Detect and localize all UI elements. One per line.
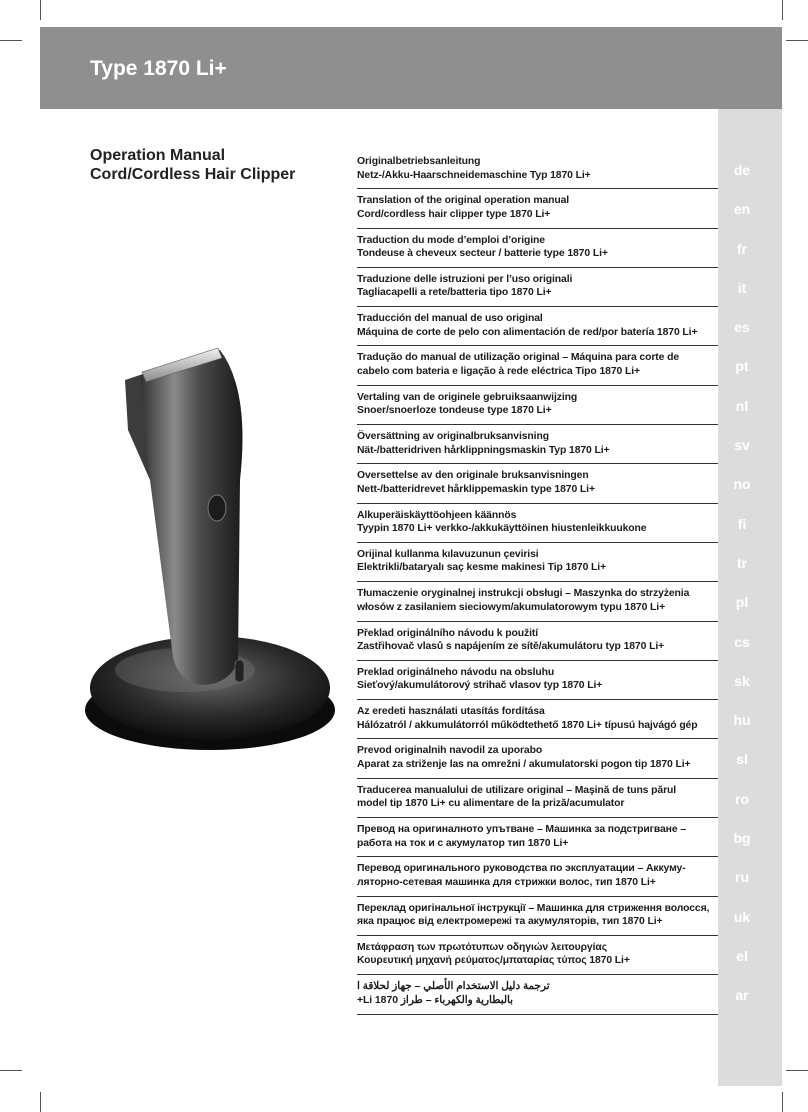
entry-title: Tradução do manual de utilização original – Máquina para corte de xyxy=(357,352,680,364)
entry-subtitle: Aparat za striženje las na omrežni / akumulatorski pogon tip 1870 Li+ xyxy=(357,758,691,770)
lang-code-no: no xyxy=(733,476,751,493)
entry-subtitle: Tondeuse à cheveux secteur / batterie type 1870 Li+ xyxy=(357,248,608,260)
entry-subtitle: работа на ток и с акумулатор тип 1870 Li+ xyxy=(357,837,569,849)
entry-title: Vertaling van de originele gebruiksaanwijzing xyxy=(357,391,578,403)
list-item xyxy=(357,818,718,857)
lang-code-el: el xyxy=(736,947,748,964)
lang-code-fi: fi xyxy=(737,515,747,532)
list-item xyxy=(357,897,718,936)
entry-title: Alkuperäiskäyttöohjeen käännös xyxy=(357,509,517,521)
entry-title: Перевод оригинального руководства по эксплуатации – Аккуму- xyxy=(357,863,686,875)
lang-code-pl: pl xyxy=(735,594,749,611)
list-item xyxy=(357,779,718,818)
manual-title-line2: Cord/Cordless Hair Clipper xyxy=(90,166,296,183)
header-band xyxy=(40,27,782,109)
lang-code-bg: bg xyxy=(733,830,751,847)
lang-code-de: de xyxy=(733,162,751,178)
page-title: Type 1870 Li+ xyxy=(90,57,227,80)
entry-title: Traducerea manualului de utilizare original – Maşină de tuns părul xyxy=(357,784,677,796)
entry-subtitle: Elektrikli/bataryalı saç kesme makinesi Tip 1870 Li+ xyxy=(357,562,607,574)
entry-title: ترجمة دليل الاستخدام الأصلي – جهاز لحلاقة ا xyxy=(357,981,550,993)
list-item xyxy=(357,307,718,346)
entry-title: Översättning av originalbruksanvisning xyxy=(357,431,549,443)
lang-code-ar: ar xyxy=(735,987,749,1004)
entry-title: Превод на оригиналното упътване – Машинка за подстригване – xyxy=(357,824,687,836)
entry-title: Az eredeti használati utasítás fordítása xyxy=(357,706,545,718)
entry-title: Μετάφραση των πρωτότυπων οδηγιών λειτουργίας xyxy=(357,941,607,953)
lang-code-sl: sl xyxy=(736,751,748,768)
list-item xyxy=(357,582,718,621)
crop-mark xyxy=(40,1092,41,1112)
entry-subtitle: włosów z zasilaniem sieciowym/akumulatorowym typu 1870 Li+ xyxy=(357,601,666,613)
list-item xyxy=(357,504,718,543)
entry-subtitle: cabelo com bateria e ligação à rede eléctrica Tipo 1870 Li+ xyxy=(357,365,640,377)
entry-subtitle: Tyypin 1870 Li+ verkko-/akkukäyttöinen hiustenleikkuukone xyxy=(357,523,647,535)
crop-mark xyxy=(782,1092,783,1112)
list-item xyxy=(357,975,718,1014)
entry-title: Překlad originálního návodu k použití xyxy=(357,627,539,639)
list-item xyxy=(357,622,718,661)
hair-clipper-image xyxy=(80,330,350,760)
entry-title: Originalbetriebsanleitung xyxy=(357,156,481,167)
lang-code-sv: sv xyxy=(734,437,750,454)
lang-code-pt: pt xyxy=(735,358,749,375)
entry-subtitle: Cord/cordless hair clipper type 1870 Li+ xyxy=(357,208,551,220)
entry-title: Tłumaczenie oryginalnej instrukcji obsługi – Maszynka do strzyżenia xyxy=(357,588,690,600)
manual-title xyxy=(90,146,295,184)
entry-subtitle: Hálózatról / akkumulátorról működtethető 1870 Li+ típusú hajvágó gép xyxy=(357,719,698,731)
list-item xyxy=(357,661,718,700)
lang-code-it: it xyxy=(737,279,747,296)
entry-title: Traducción del manual de uso original xyxy=(357,313,543,325)
list-item xyxy=(357,425,718,464)
lang-code-ro: ro xyxy=(735,790,749,807)
entry-subtitle: model tip 1870 Li+ cu alimentare de la priză/acumulator xyxy=(357,798,625,810)
entry-subtitle: Nät-/batteridriven hårklippningsmaskin Typ 1870 Li+ xyxy=(357,444,610,456)
crop-mark xyxy=(0,1070,22,1071)
lang-code-uk: uk xyxy=(733,908,751,925)
crop-mark xyxy=(0,40,22,41)
lang-code-sk: sk xyxy=(734,672,750,689)
entry-subtitle: Κουρευτική μηχανή ρεύματος/μπαταρίας τύπος 1870 Li+ xyxy=(357,955,630,967)
lang-code-en: en xyxy=(733,201,751,218)
crop-mark xyxy=(786,40,808,41)
list-item xyxy=(357,543,718,582)
list-item xyxy=(357,857,718,896)
crop-mark xyxy=(786,1070,808,1071)
entry-title: Переклад оригінальної інструкції – Машинка для стриження волосся, xyxy=(357,902,710,914)
list-item xyxy=(357,229,718,268)
entry-title: Prevod originalnih navodil za uporabo xyxy=(357,745,543,757)
manual-title-line1: Operation Manual xyxy=(90,147,226,164)
entry-subtitle: Sieťový/akumulátorový strihač vlasov typ 1870 Li+ xyxy=(357,680,603,692)
entry-title: Oversettelse av den originale bruksanvisningen xyxy=(357,470,589,482)
lang-code-cs: cs xyxy=(734,633,750,650)
lang-code-es: es xyxy=(734,319,750,336)
list-item xyxy=(357,700,718,739)
list-item xyxy=(357,268,718,307)
entry-subtitle: Netz-/Akku-Haarschneidemaschine Typ 1870 Li+ xyxy=(357,169,591,181)
language-entries xyxy=(357,150,718,1015)
list-item xyxy=(357,936,718,975)
crop-mark xyxy=(40,0,41,20)
list-item xyxy=(357,189,718,228)
lang-code-fr: fr xyxy=(736,240,748,257)
list-item xyxy=(357,739,718,778)
lang-code-ru: ru xyxy=(735,869,749,886)
language-codes xyxy=(718,150,766,1015)
entry-title: Preklad originálneho návodu na obsluhu xyxy=(357,666,555,678)
entry-subtitle: Nett-/batteridrevet hårklippemaskin type 1870 Li+ xyxy=(357,483,595,495)
entry-subtitle: Snoer/snoerloze tondeuse type 1870 Li+ xyxy=(357,405,552,417)
list-item xyxy=(357,150,718,189)
entry-title: Orijinal kullanma kılavuzunun çevirisi xyxy=(357,548,539,560)
entry-subtitle: بالبطارية والكهرباء – طراز 1870 Li+ xyxy=(357,994,514,1006)
list-item xyxy=(357,386,718,425)
crop-mark xyxy=(782,0,783,20)
entry-title: Traduzione delle istruzioni per l’uso originali xyxy=(357,273,573,285)
entry-subtitle: ляторно-сетевая машинка для стрижки волос, тип 1870 Li+ xyxy=(357,876,656,888)
entry-title: Traduction du mode d’emploi d’origine xyxy=(357,234,545,246)
lang-code-hu: hu xyxy=(733,712,751,729)
list-item xyxy=(357,464,718,503)
entry-title: Translation of the original operation manual xyxy=(357,195,570,207)
lang-code-nl: nl xyxy=(735,397,749,414)
entry-subtitle: Zastřihovač vlasů s napájením ze sítě/akumulátoru typ 1870 Li+ xyxy=(357,641,665,653)
lang-code-tr: tr xyxy=(736,554,748,571)
entry-subtitle: яка працює від електромережі та акумуляторів, тип 1870 Li+ xyxy=(357,916,663,928)
entry-subtitle: Máquina de corte de pelo con alimentación de red/por batería 1870 Li+ xyxy=(357,326,698,338)
list-item xyxy=(357,346,718,385)
entry-subtitle: Tagliacapelli a rete/batteria tipo 1870 Li+ xyxy=(357,287,552,299)
